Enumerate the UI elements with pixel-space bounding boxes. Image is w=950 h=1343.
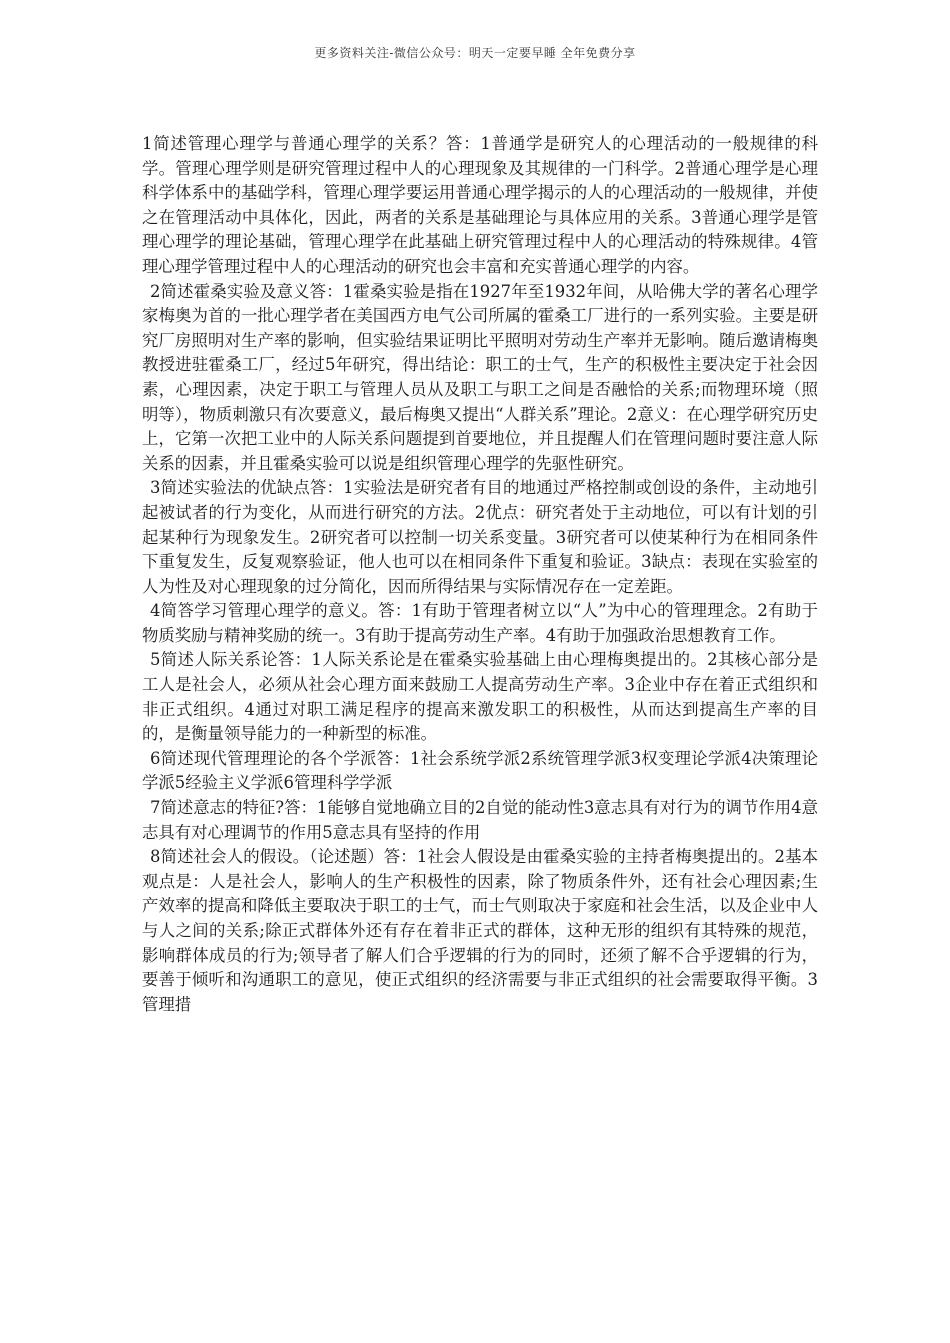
document-body <box>142 132 818 1017</box>
paragraph-6: 6简述现代管理理论的各个学派答：1社会系统学派2系统管理学派3权变理论学派4决策理论学派5经验主义学派6管理科学学派 <box>142 748 818 793</box>
paragraph-3: 3简述实验法的优缺点答：1实验法是研究者有目的地通过严格控制或创设的条件，主动地引起被试者的行为变化，从而进行研究的方法。2优点：研究者处于主动地位，可以有计划的引起某种行为现象发生。2研究者可以控制一切关系变量。3研究者可以使某种行为在相同条件下重复发生，反复观察验证，他人也可以在相同条件下重复和验证。3缺点：表现在实验室的人为性及对心理现象的过分简化，因而所得结果与实际情况存在一定差距。 <box>142 478 818 596</box>
paragraph-8: 8简述社会人的假设。（论述题）答：1社会人假设是由霍桑实验的主持者梅奥提出的。2基本观点是：人是社会人，影响人的生产积极性的因素，除了物质条件外，还有社会心理因素;生产效率的提高和降低主要取决于职工的士气，而士气则取决于家庭和社会生活，以及企业中人与人之间的关系;除正式群体外还有存在着非正式的群体，这种无形的组织有其特殊的规范，影响群体成员的行为;领导者了解人们合乎逻辑的行为的同时，还须了解不合乎逻辑的行为，要善于倾听和沟通职工的意见，使正式组织的经济需要与非正式组织的社会需要取得平衡。3管理措 <box>142 847 818 1014</box>
paragraph-7: 7简述意志的特征?答：1能够自觉地确立目的2自觉的能动性3意志具有对行为的调节作用4意志具有对心理调节的作用5意志具有坚持的作用 <box>142 798 818 842</box>
paragraph-5: 5简述人际关系论答：1人际关系论是在霍桑实验基础上由心理梅奥提出的。2其核心部分是工人是社会人，必须从社会心理方面来鼓励工人提高劳动生产率。3企业中存在着正式组织和非正式组织。4通过对职工满足程序的提高来激发职工的积极性，从而达到提高生产率的目的，是衡量领导能力的一种新型的标准。 <box>142 650 818 744</box>
paragraph-4: 4简答学习管理心理学的意义。答：1有助于管理者树立以“人”为中心的管理理念。2有助于物质奖励与精神奖励的统一。3有助于提高劳动生产率。4有助于加强政治思想教育工作。 <box>142 601 818 645</box>
header-note: 更多资料关注-微信公众号：明天一定要早睡 全年免费分享 <box>314 46 636 60</box>
paragraph-1: 1简述管理心理学与普通心理学的关系？答：1普通学是研究人的心理活动的一般规律的科学。管理心理学则是研究管理过程中人的心理现象及其规律的一门科学。2普通心理学是心理科学体系中的基础学科，管理心理学要运用普通心理学揭示的人的心理活动的一般规律，并使之在管理活动中具体化，因此，两者的关系是基础理论与具体应用的关系。3普通心理学是管理心理学的理论基础，管理心理学在此基础上研究管理过程中人的心理活动的特殊规律。4管理心理学管理过程中人的心理活动的研究也会丰富和充实普通心理学的内容。 <box>142 134 818 276</box>
paragraph-2: 2简述霍桑实验及意义答：1霍桑实验是指在1927年至1932年间，从哈佛大学的著名心理学家梅奥为首的一批心理学者在美国西方电气公司所属的霍桑工厂进行的一系列实验。主要是研究厂房照明对生产率的影响，但实验结果证明比平照明对劳动生产率并无影响。随后邀请梅奥教授进驻霍桑工厂，经过5年研究，得出结论：职工的士气，生产的积极性主要决定于社会因素，心理因素，决定于职工与管理人员从及职工与职工之间是否融恰的关系;而物理环境（照明等），物质刺激只有次要意义，最后梅奥又提出“人群关系”理论。2意义：在心理学研究历史上，它第一次把工业中的人际关系问题提到首要地位，并且提醒人们在管理问题时要注意人际关系的因素，并且霍桑实验可以说是组织管理心理学的先驱性研究。 <box>142 281 818 473</box>
